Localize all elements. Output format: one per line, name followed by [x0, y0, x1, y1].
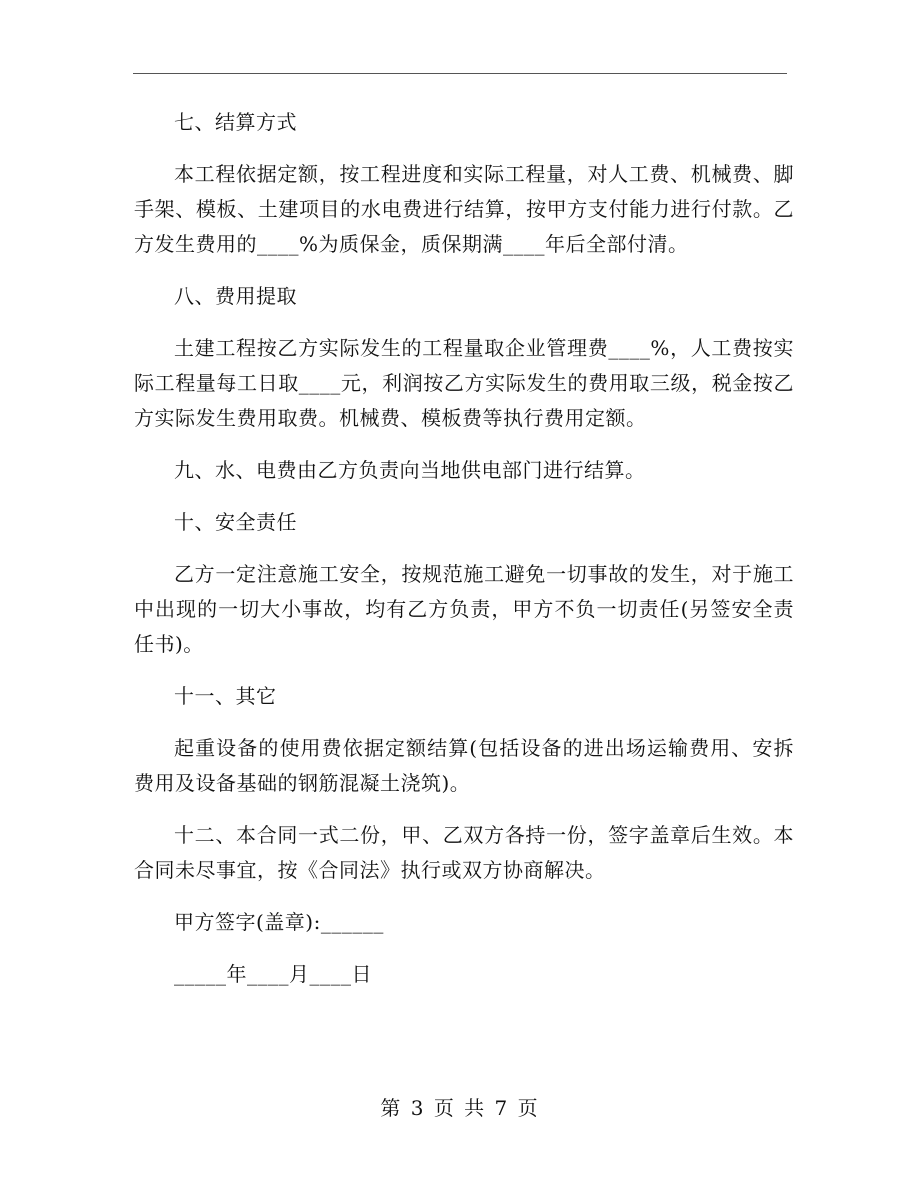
section-8-body: 土建工程按乙方实际发生的工程量取企业管理费____%，人工费按实际工程量每工日取____元，利润按乙方实际发生的费用取三级，税金按乙方实际发生费用取费。机械费、模板费等执行费用定额。: [134, 336, 794, 430]
section-11-body: 起重设备的使用费依据定额结算(包括设备的进出场运输费用、安拆费用及设备基础的钢筋混凝土浇筑)。: [134, 736, 794, 795]
section-8-heading: 八、费用提取: [174, 284, 297, 308]
section-11-heading: 十一、其它: [174, 684, 277, 708]
section-7-body: 本工程依据定额，按工程进度和实际工程量，对人工费、机械费、脚手架、模板、土建项目的水电费进行结算，按甲方支付能力进行付款。乙方发生费用的____%为质保金，质保期满____年后全部付清。: [134, 162, 794, 256]
section-9: 九、水、电费由乙方负责向当地供电部门进行结算。: [174, 458, 646, 482]
section-10-heading: 十、安全责任: [174, 510, 297, 534]
section-12: 十二、本合同一式二份，甲、乙双方各持一份，签字盖章后生效。本合同未尽事宜，按《合同法》执行或双方协商解决。: [134, 823, 794, 882]
header-rule: [133, 73, 787, 74]
section-7-heading: 七、结算方式: [174, 110, 297, 134]
document-body: [134, 105, 794, 1009]
date-line: _____年____月____日: [174, 962, 372, 986]
signature-line: 甲方签字(盖章):______: [174, 910, 384, 934]
section-10-body: 乙方一定注意施工安全，按规范施工避免一切事故的发生，对于施工中出现的一切大小事故，均有乙方负责，甲方不负一切责任(另签安全责任书)。: [134, 562, 794, 656]
page-number: 第 3 页 共 7 页: [380, 1096, 540, 1120]
